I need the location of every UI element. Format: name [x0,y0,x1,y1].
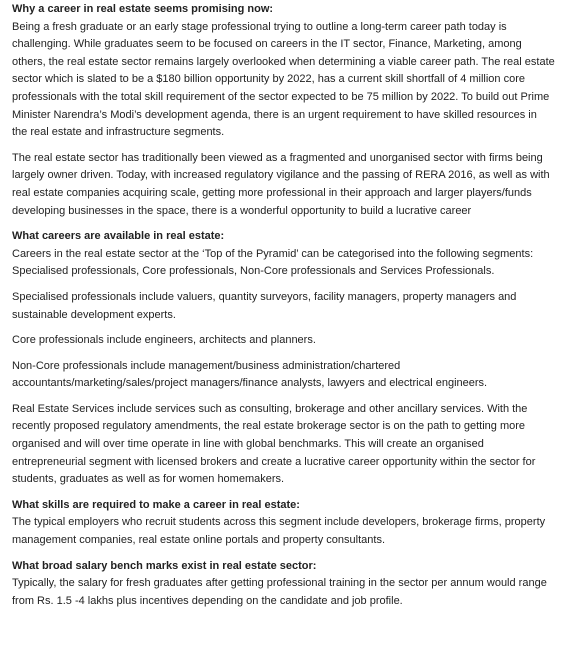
section-heading: What skills are required to make a career in real estate: [12,498,300,511]
paragraph: The typical employers who recruit students across this segment include developers, brokerage firms, property management companies, real estate online portals and property consultants. [12,516,546,547]
section-salary-benchmarks [12,558,555,611]
section-skills-required [12,497,555,550]
section-heading: What careers are available in real estate: [12,230,225,243]
paragraph: Real Estate Services include services such as consulting, brokerage and other ancillary services. With the recently proposed regulatory amendments, the real estate brokerage sector is on the path to getting more organised and will over time operate in line with global benchmarks. This will create an organised entrepreneurial segment with licensed brokers and create a lucrative career opportunity within the sector for students, graduates as well as for women homemakers. [12,402,536,486]
section-heading: Why a career in real estate seems promising now: [12,3,274,15]
paragraph: Core professionals include engineers, architects and planners. [12,334,316,347]
paragraph: Specialised professionals include valuers, quantity surveyors, facility managers, property managers and sustainable development experts. [12,290,517,321]
paragraph: The real estate sector has traditionally been viewed as a fragmented and unorganised sector with firms being largely owner driven. Today, with increased regulatory vigilance and the passing of RERA 2016, as well as with real estate companies acquiring scale, getting more professional in their approach and larger players/funds developing businesses in the space, there is a wonderful opportunity to build a lucrative career [12,151,550,217]
paragraph: Typically, the salary for fresh graduates after getting professional training in the sector per annum would range from Rs. 1.5 -4 lakhs plus incentives depending on the candidate and job profile. [12,577,547,607]
section-careers-available [12,228,555,489]
paragraph: Non-Core professionals include management/business administration/chartered accountants/marketing/sales/project managers/finance analysts, lawyers and electrical engineers. [12,359,488,390]
section-heading: What broad salary bench marks exist in real estate sector: [12,559,317,572]
section-why-career [12,1,555,220]
paragraph: Being a fresh graduate or an early stage professional trying to outline a long-term career path today is challenging. While graduates seem to be focused on careers in the IT sector, Finance, Marketing, among others, the real estate sector remains largely overlooked when determining a viable career path. The real estate sector which is slated to be a $180 billion opportunity by 2022, has a current skill shortfall of 4 million core professionals with the total skill requirement of the sector expected to be 75 million by 2022. To build out Prime Minister Narendra’s Modi’s development agenda, there is an urgent requirement to have skilled resources in the real estate and infrastructure segments. [12,20,555,139]
paragraph: Careers in the real estate sector at the ‘Top of the Pyramid’ can be categorised into the following segments: Specialised professionals, Core professionals, Non-Core professionals and Services Professionals. [12,247,534,278]
